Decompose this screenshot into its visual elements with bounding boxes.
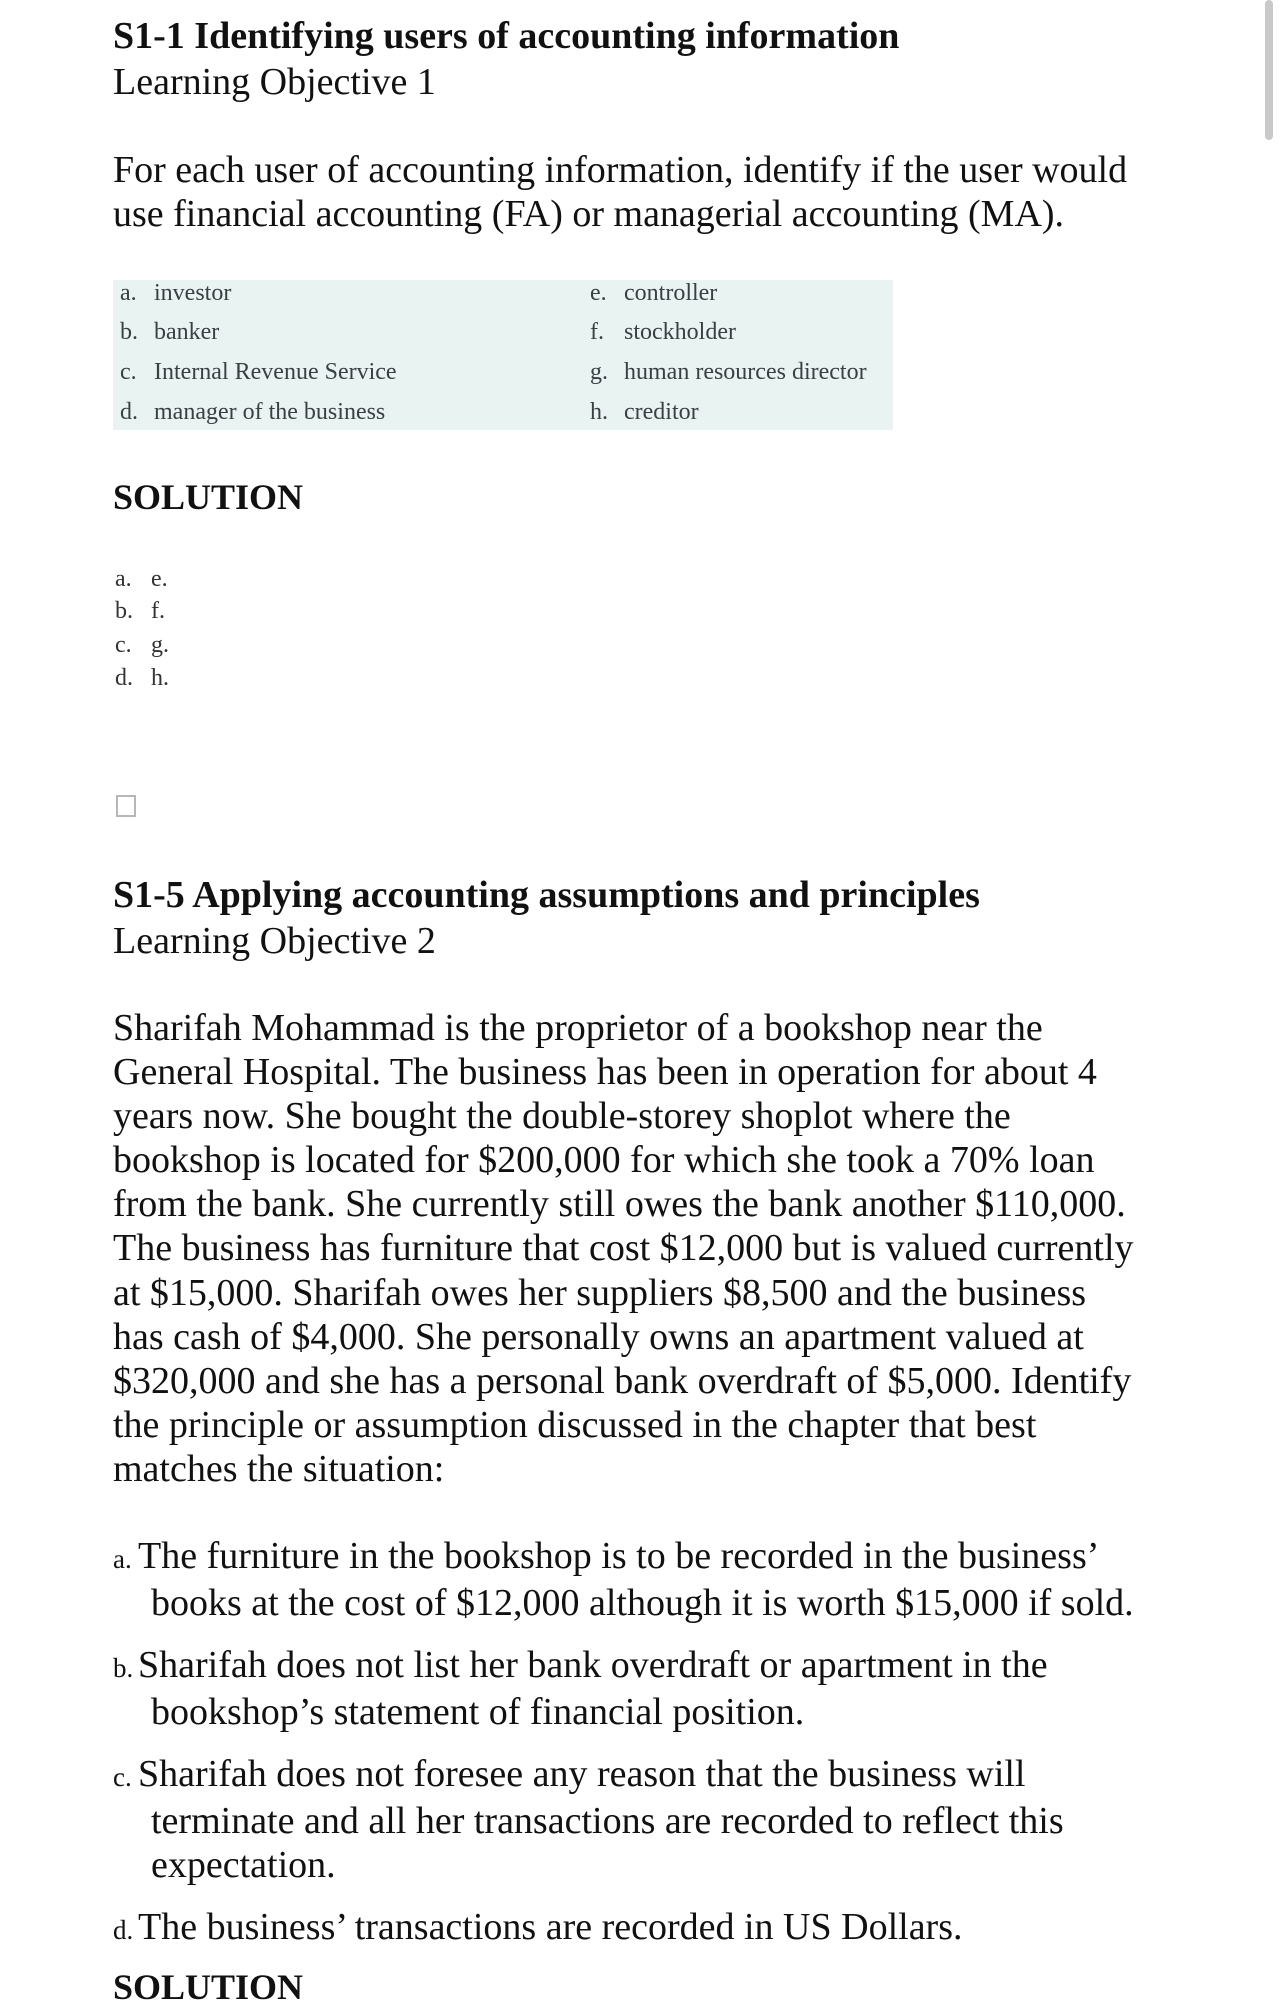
solution-title: SOLUTION	[113, 477, 304, 517]
user-item	[590, 359, 867, 386]
solution-right: g.	[151, 632, 169, 658]
users-table	[113, 280, 893, 430]
paragraph-line: at $15,000. Sharifah owes her suppliers $8,500 and the business	[113, 1271, 1087, 1314]
paragraph-line: bookshop is located for $200,000 for which she took a 70% loan	[113, 1139, 1095, 1182]
item-marker: d.	[113, 1915, 134, 1945]
solution-row	[115, 566, 187, 593]
user-text: stockholder	[624, 319, 736, 345]
user-letter: g.	[590, 359, 608, 385]
item-marker: a.	[113, 1544, 132, 1574]
list-item	[113, 1534, 1134, 1625]
paragraph-line: General Hospital. The business has been in operation for about 4	[113, 1051, 1097, 1094]
solution-row	[115, 598, 187, 625]
user-text: manager of the business	[154, 399, 386, 425]
solution-title-cutoff: SOLUTION	[113, 1967, 304, 2007]
user-item	[120, 280, 231, 307]
paragraph-line: from the bank. She currently still owes the bank another $110,000.	[113, 1183, 1126, 1226]
item-line: bookshop’s statement of financial position.	[151, 1691, 805, 1733]
section1-objective: Learning Objective 1	[113, 61, 436, 103]
user-item	[590, 280, 717, 307]
checkbox[interactable]	[116, 795, 136, 817]
user-letter: f.	[590, 319, 604, 345]
user-text: investor	[154, 280, 232, 306]
user-letter: h.	[590, 399, 608, 425]
user-item	[590, 319, 736, 346]
solution-right: h.	[151, 665, 169, 691]
section1-intro	[113, 148, 1127, 236]
solution-left: d.	[115, 665, 133, 691]
user-item	[120, 359, 397, 386]
section2-title: S1-5 Applying accounting assumptions and principles	[113, 874, 980, 916]
user-item	[590, 399, 699, 426]
paragraph-line: The business has furniture that cost $12,000 but is valued currently	[113, 1227, 1134, 1270]
solution-left: b.	[115, 598, 133, 624]
user-text: human resources director	[624, 359, 867, 385]
user-text: creditor	[624, 399, 699, 425]
item-marker: c.	[113, 1762, 132, 1792]
list-item	[113, 1643, 1048, 1734]
paragraph-line: the principle or assumption discussed in the chapter that best	[113, 1403, 1037, 1446]
item-line: Sharifah does not foresee any reason that the business will	[138, 1753, 1026, 1795]
user-item	[120, 399, 385, 426]
intro-line: use financial accounting (FA) or managerial accounting (MA).	[113, 193, 1065, 235]
user-letter: e.	[590, 280, 607, 306]
paragraph-line: matches the situation:	[113, 1447, 445, 1490]
item-line: expectation.	[151, 1844, 336, 1886]
paragraph-line: years now. She bought the double-storey shoplot where the	[113, 1095, 1011, 1138]
intro-line: For each user of accounting information, identify if the user would	[113, 149, 1128, 191]
solution-right: e.	[151, 566, 168, 592]
section1-title: S1-1 Identifying users of accounting information	[113, 15, 900, 57]
user-letter: b.	[120, 319, 138, 345]
solution-row	[115, 632, 187, 659]
section2-paragraph	[113, 1006, 1143, 1491]
list-item	[113, 1905, 963, 1952]
scrollbar[interactable]	[1265, 0, 1273, 140]
item-line: books at the cost of $12,000 although it is worth $15,000 if sold.	[151, 1582, 1134, 1624]
user-text: banker	[154, 319, 220, 345]
item-line: Sharifah does not list her bank overdraft or apartment in the	[138, 1644, 1048, 1686]
solution-left: c.	[115, 632, 132, 658]
section2-objective: Learning Objective 2	[113, 920, 436, 962]
item-line: The furniture in the bookshop is to be recorded in the business’	[138, 1535, 1100, 1577]
user-letter: c.	[120, 359, 137, 385]
user-letter: d.	[120, 399, 138, 425]
solution-right: f.	[151, 598, 165, 624]
solution-left: a.	[115, 566, 132, 592]
user-text: Internal Revenue Service	[154, 359, 397, 385]
user-text: controller	[624, 280, 718, 306]
item-line: terminate and all her transactions are recorded to reflect this	[151, 1800, 1064, 1842]
user-letter: a.	[120, 280, 137, 306]
paragraph-line: $320,000 and she has a personal bank overdraft of $5,000. Identify	[113, 1359, 1132, 1402]
solution-row	[115, 665, 187, 692]
list-item	[113, 1752, 1064, 1887]
item-line: The business’ transactions are recorded in US Dollars.	[138, 1906, 963, 1948]
paragraph-line: has cash of $4,000. She personally owns an apartment valued at	[113, 1315, 1084, 1358]
paragraph-line: Sharifah Mohammad is the proprietor of a bookshop near the	[113, 1007, 1043, 1049]
item-marker: b.	[113, 1653, 134, 1683]
user-item	[120, 319, 219, 346]
